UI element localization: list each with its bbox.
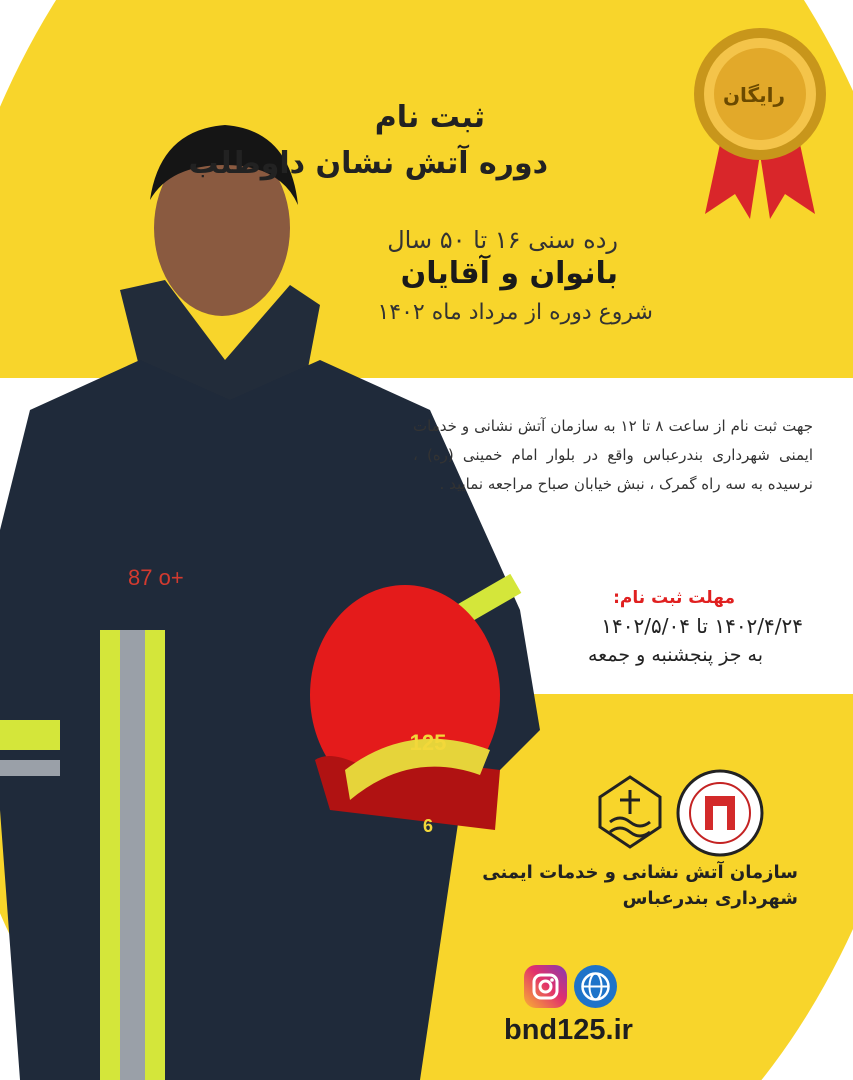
free-badge-label: رایگان	[722, 83, 786, 107]
registration-info: جهت ثبت نام از ساعت ۸ تا ۱۲ به سازمان آتش نشانی و خدمات ایمنی شهرداری بندرعباس واقع در بلوار امام خمینی (ره) ، نرسیده به سه راه گمرک ، نبش خیابان صباح مراجعه نمایید .	[413, 417, 814, 493]
instagram-icon[interactable]	[524, 965, 567, 1008]
title-line-1: ثبت نام	[374, 100, 485, 135]
helmet-subnumber: 6	[422, 816, 434, 836]
uniform-label: 87 o+	[128, 565, 184, 590]
municipality-logo-icon	[585, 772, 675, 852]
deadline-exception: به جز پنجشنبه و جمعه	[587, 644, 763, 666]
title-line-2: دوره آتش نشان داوطلب	[188, 146, 548, 181]
start-date: شروع دوره از مرداد ماه ۱۴۰۲	[377, 300, 653, 325]
deadline-label: مهلت ثبت نام:	[613, 588, 735, 608]
deadline-range: ۱۴۰۲/۴/۲۴ تا ۱۴۰۲/۵/۰۴	[601, 614, 803, 638]
fire-department-logo-icon	[675, 768, 765, 858]
organization-subname: شهرداری بندرعباس	[622, 888, 798, 909]
gender-text: بانوان و آقایان	[400, 256, 618, 291]
organization-name: سازمان آتش نشانی و خدمات ایمنی	[482, 862, 798, 883]
helmet-number: 125	[409, 730, 447, 755]
globe-icon[interactable]	[574, 965, 617, 1008]
free-medal-icon	[690, 24, 830, 224]
age-range: رده سنی ۱۶ تا ۵۰ سال	[387, 226, 618, 254]
website-link[interactable]: bnd125.ir	[504, 1014, 633, 1046]
